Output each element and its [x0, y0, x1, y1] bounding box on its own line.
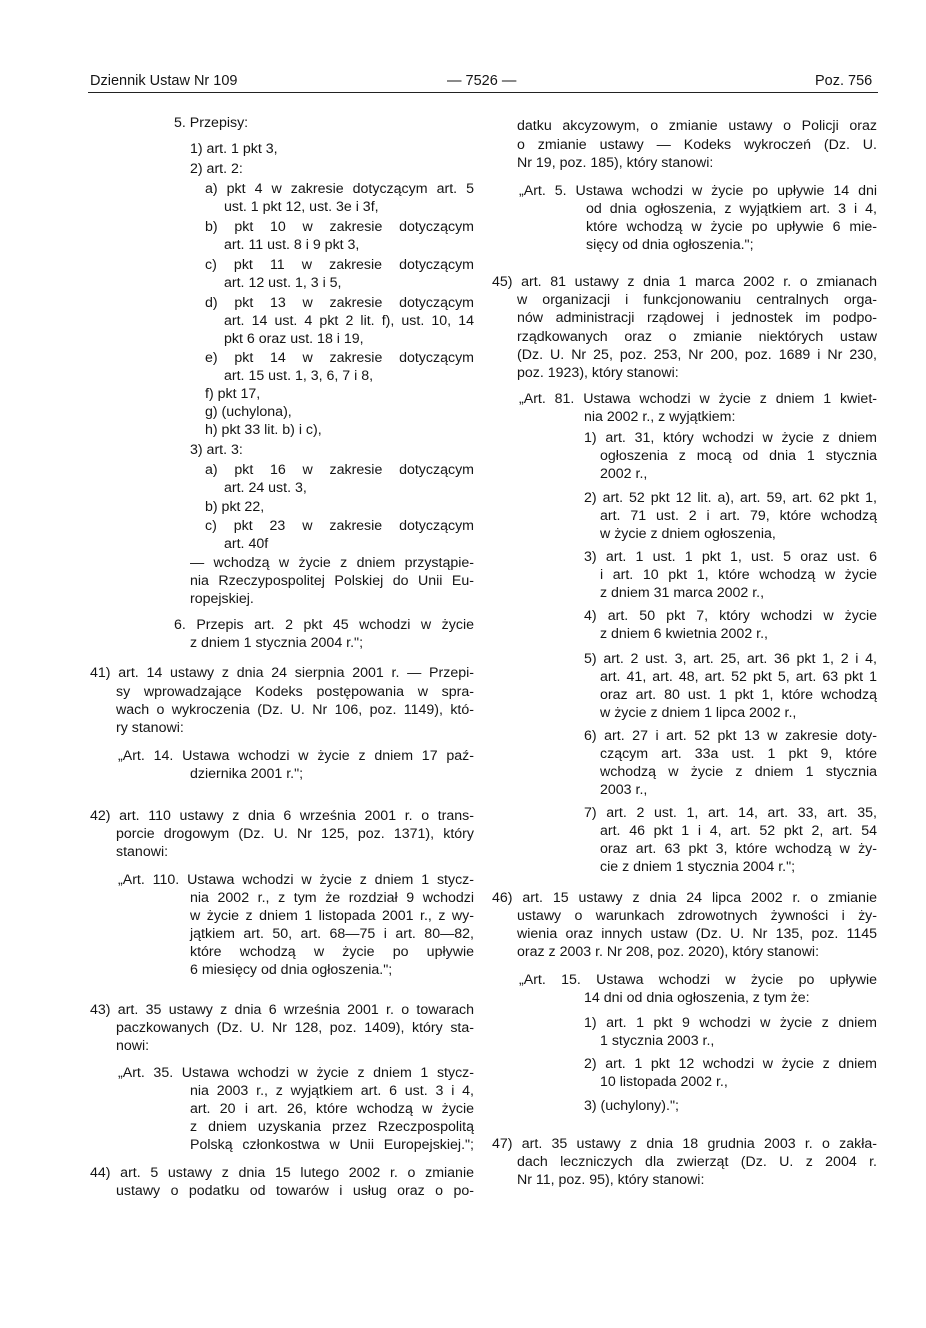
left-column-line: e) pkt 14 w zakresie dotyczącym: [205, 350, 474, 366]
left-column-line: nowi:: [116, 1038, 150, 1054]
left-column-line: 42) art. 110 ustawy z dnia 6 września 2001 r. o trans-: [90, 808, 474, 824]
left-column-line: 44) art. 5 ustawy z dnia 15 lutego 2002 r. o zmianie: [90, 1165, 474, 1181]
right-column-line: 47) art. 35 ustawy z dnia 18 grudnia 2003 r. o zakła-: [492, 1136, 877, 1152]
right-column-line: 1) art. 31, który wchodzi w życie z dniem: [584, 430, 877, 446]
left-column-line: ropejskiej.: [190, 591, 254, 607]
right-column-line: dach leczniczych dla zwierząt (Dz. U. z 2004 r.: [517, 1154, 877, 1170]
right-column-line: od dnia ogłoszenia, z wyjątkiem art. 3 i 4,: [586, 201, 877, 217]
right-column-line: art. 41, art. 48, art. 52 pkt 5, art. 63 pkt 1: [600, 669, 877, 685]
right-column-line: ogłoszenia z mocą od dnia 1 stycznia: [600, 448, 877, 464]
left-column-line: 6 miesięcy od dnia ogłoszenia.";: [190, 962, 393, 978]
left-column-line: „Art. 35. Ustawa wchodzi w życie z dniem 1 stycz-: [118, 1065, 474, 1081]
left-column-line: art. 24 ust. 3,: [224, 480, 307, 496]
right-column-line: 2) art. 1 pkt 12 wchodzi w życie z dniem: [584, 1056, 877, 1072]
right-column-line: 2003 r.,: [600, 782, 648, 798]
right-column-line: o zmianie ustawy — Kodeks wykroczeń (Dz. U.: [517, 137, 877, 153]
right-column-line: nów administracji rządowej i jednostek im podpo-: [517, 310, 877, 326]
left-column-line: art. 14 ust. 4 pkt 2 lit. f), ust. 10, 14: [224, 313, 474, 329]
left-column-line: w życie z dniem 1 listopada 2001 r., z wy-: [190, 908, 474, 924]
right-column-line: 1) art. 1 pkt 9 wchodzi w życie z dniem: [584, 1015, 877, 1031]
right-column-line: art. 71 ust. 2 i art. 79, które wchodzą: [600, 508, 877, 524]
position-number: Poz. 756: [815, 73, 873, 89]
right-column-line: w życie z dniem 1 lipca 2002 r.,: [600, 705, 797, 721]
right-column-line: 6) art. 27 i art. 52 pkt 13 w zakresie doty-: [584, 728, 877, 744]
page-number: — 7526 —: [447, 73, 517, 89]
right-column-line: 14 dni od dnia ogłoszenia, z tym że:: [584, 990, 810, 1006]
left-column-line: dziernika 2001 r.";: [190, 766, 304, 782]
left-column-line: 6. Przepis art. 2 pkt 45 wchodzi w życie: [174, 617, 474, 633]
left-column-line: g) (uchylona),: [205, 404, 292, 420]
right-column-line: 46) art. 15 ustawy z dnia 24 lipca 2002 r. o zmianie: [492, 890, 877, 906]
right-column-line: 2) art. 52 pkt 12 lit. a), art. 59, art. 62 pkt 1,: [584, 490, 877, 506]
left-column-line: f) pkt 17,: [205, 386, 261, 402]
left-column-line: b) pkt 22,: [205, 499, 265, 515]
left-column-line: porcie drogowym (Dz. U. Nr 125, poz. 1371), który: [116, 826, 474, 842]
left-column-line: 5. Przepisy:: [174, 115, 249, 131]
right-column-line: 5) art. 2 ust. 3, art. 25, art. 36 pkt 1, 2 i 4,: [584, 651, 877, 667]
left-column-line: 3) art. 3:: [190, 442, 243, 458]
journal-title: Dziennik Ustaw Nr 109: [90, 73, 238, 89]
left-column-line: wach o wykroczenia (Dz. U. Nr 106, poz. 1149), któ-: [116, 702, 474, 718]
left-column-line: nia 2002 r., z tym że rozdział 9 wchodzi: [190, 890, 474, 906]
right-column-line: Nr 19, poz. 185), który stanowi:: [517, 155, 714, 171]
right-column-line: Nr 11, poz. 95), który stanowi:: [517, 1172, 705, 1188]
left-column-line: a) pkt 4 w zakresie dotyczącym art. 5: [205, 181, 474, 197]
right-column-line: wienia oraz innych ustaw (Dz. U. Nr 135, poz. 1145: [517, 926, 877, 942]
right-column-line: „Art. 5. Ustawa wchodzi w życie po upływie 14 dni: [519, 183, 877, 199]
left-column-line: jątkiem art. 50, art. 68—75 i art. 80—82,: [190, 926, 474, 942]
left-column-line: b) pkt 10 w zakresie dotyczącym: [205, 219, 474, 235]
left-column-line: 1) art. 1 pkt 3,: [190, 141, 278, 157]
left-column-line: „Art. 110. Ustawa wchodzi w życie z dniem 1 stycz-: [118, 872, 474, 888]
right-column-line: „Art. 81. Ustawa wchodzi w życie z dniem 1 kwiet-: [519, 391, 877, 407]
left-column-line: „Art. 14. Ustawa wchodzi w życie z dniem 17 paź-: [118, 748, 474, 764]
right-column-line: oraz art. 80 ust. 1 pkt 1, które wchodzą: [600, 687, 877, 703]
left-column-line: sy wprowadzające Kodeks postępowania w spra-: [116, 684, 474, 700]
left-column-line: art. 15 ust. 1, 3, 6, 7 i 8,: [224, 368, 374, 384]
left-column-line: 41) art. 14 ustawy z dnia 24 sierpnia 2001 r. — Przepi-: [90, 665, 474, 681]
right-column-line: ustawy o warunkach zdrowotnych żywności i ży-: [517, 908, 877, 924]
right-column-line: 2002 r.,: [600, 466, 648, 482]
right-column-line: z dniem 6 kwietnia 2002 r.,: [600, 626, 768, 642]
left-column-line: Polską członkostwa w Unii Europejskiej.";: [190, 1137, 474, 1153]
right-column-line: cie z dniem 1 stycznia 2004 r.";: [600, 859, 796, 875]
left-column-line: ust. 1 pkt 12, ust. 3e i 3f,: [224, 199, 379, 215]
right-column-line: „Art. 15. Ustawa wchodzi w życie po upływie: [519, 972, 877, 988]
right-column-line: które wchodzą w życie po upływie 6 mie-: [586, 219, 877, 235]
left-column-line: c) pkt 11 w zakresie dotyczącym: [205, 257, 474, 273]
left-column-line: ry stanowi:: [116, 720, 184, 736]
left-column-line: 43) art. 35 ustawy z dnia 6 września 2001 r. o towarach: [90, 1002, 474, 1018]
right-column-line: (Dz. U. Nr 25, poz. 253, Nr 200, poz. 1689 i Nr 230,: [517, 347, 877, 363]
right-column-line: oraz z 2003 r. Nr 208, poz. 2020), który stanowi:: [517, 944, 820, 960]
left-column-line: ustawy o podatku od towarów i usług oraz o po-: [116, 1183, 474, 1199]
header-rule: [88, 92, 878, 93]
right-column-line: datku akcyzowym, o zmianie ustawy o Policji oraz: [517, 118, 877, 134]
right-column-line: nia 2002 r., z wyjątkiem:: [584, 409, 736, 425]
right-column-line: 4) art. 50 pkt 7, który wchodzi w życie: [584, 608, 877, 624]
right-column-line: art. 46 pkt 1 i 4, art. 52 pkt 2, art. 54: [600, 823, 877, 839]
right-column-line: 1 stycznia 2003 r.,: [600, 1033, 715, 1049]
left-column-line: nia 2003 r., z wyjątkiem art. 6 ust. 3 i 4,: [190, 1083, 474, 1099]
right-column-line: poz. 1923), który stanowi:: [517, 365, 679, 381]
left-column-line: art. 11 ust. 8 i 9 pkt 3,: [224, 237, 360, 253]
right-column-line: w życie z dniem ogłoszenia,: [600, 526, 776, 542]
right-column-line: w organizacji i funkcjonowaniu centralnych orga-: [517, 292, 877, 308]
right-column-line: wchodzą w życie z dniem 1 stycznia: [600, 764, 877, 780]
left-column-line: — wchodzą w życie z dniem przystąpie-: [190, 555, 474, 571]
left-column-line: które wchodzą w życie po upływie: [190, 944, 474, 960]
left-column-line: c) pkt 23 w zakresie dotyczącym: [205, 518, 474, 534]
left-column-line: paczkowanych (Dz. U. Nr 128, poz. 1409), który sta-: [116, 1020, 474, 1036]
right-column-line: oraz art. 63 pkt 3, które wchodzą w ży-: [600, 841, 877, 857]
left-column-line: stanowi:: [116, 844, 169, 860]
right-column-line: rządkowanych oraz o zmianie niektórych ustaw: [517, 329, 877, 345]
left-column-line: nia Rzeczypospolitej Polskiej do Unii Eu-: [190, 573, 474, 589]
left-column-line: 2) art. 2:: [190, 161, 243, 177]
left-column-line: art. 12 ust. 1, 3 i 5,: [224, 275, 342, 291]
right-column-line: 3) art. 1 ust. 1 pkt 1, ust. 5 oraz ust. 6: [584, 549, 877, 565]
left-column-line: art. 40f: [224, 536, 269, 552]
right-column-line: 3) (uchylony).";: [584, 1098, 679, 1114]
left-column-line: h) pkt 33 lit. b) i c),: [205, 422, 322, 438]
right-column-line: 10 listopada 2002 r.,: [600, 1074, 728, 1090]
right-column-line: z dniem 31 marca 2002 r.,: [600, 585, 765, 601]
right-column-line: 7) art. 2 ust. 1, art. 14, art. 33, art. 35,: [584, 805, 877, 821]
right-column-line: czącym art. 33a ust. 1 pkt 9, które: [600, 746, 877, 762]
left-column-line: a) pkt 16 w zakresie dotyczącym: [205, 462, 474, 478]
right-column-line: 45) art. 81 ustawy z dnia 1 marca 2002 r. o zmianach: [492, 274, 877, 290]
left-column-line: pkt 6 oraz ust. 18 i 19,: [224, 331, 364, 347]
left-column-line: z dniem 1 stycznia 2004 r.";: [190, 635, 364, 651]
left-column-line: art. 20 i art. 26, które wchodzą w życie: [190, 1101, 474, 1117]
right-column-line: i art. 10 pkt 1, które wchodzą w życie: [600, 567, 877, 583]
left-column-line: d) pkt 13 w zakresie dotyczącym: [205, 295, 474, 311]
right-column-line: sięcy od dnia ogłoszenia.";: [586, 237, 754, 253]
left-column-line: z dniem uzyskania przez Rzeczpospolitą: [190, 1119, 474, 1135]
